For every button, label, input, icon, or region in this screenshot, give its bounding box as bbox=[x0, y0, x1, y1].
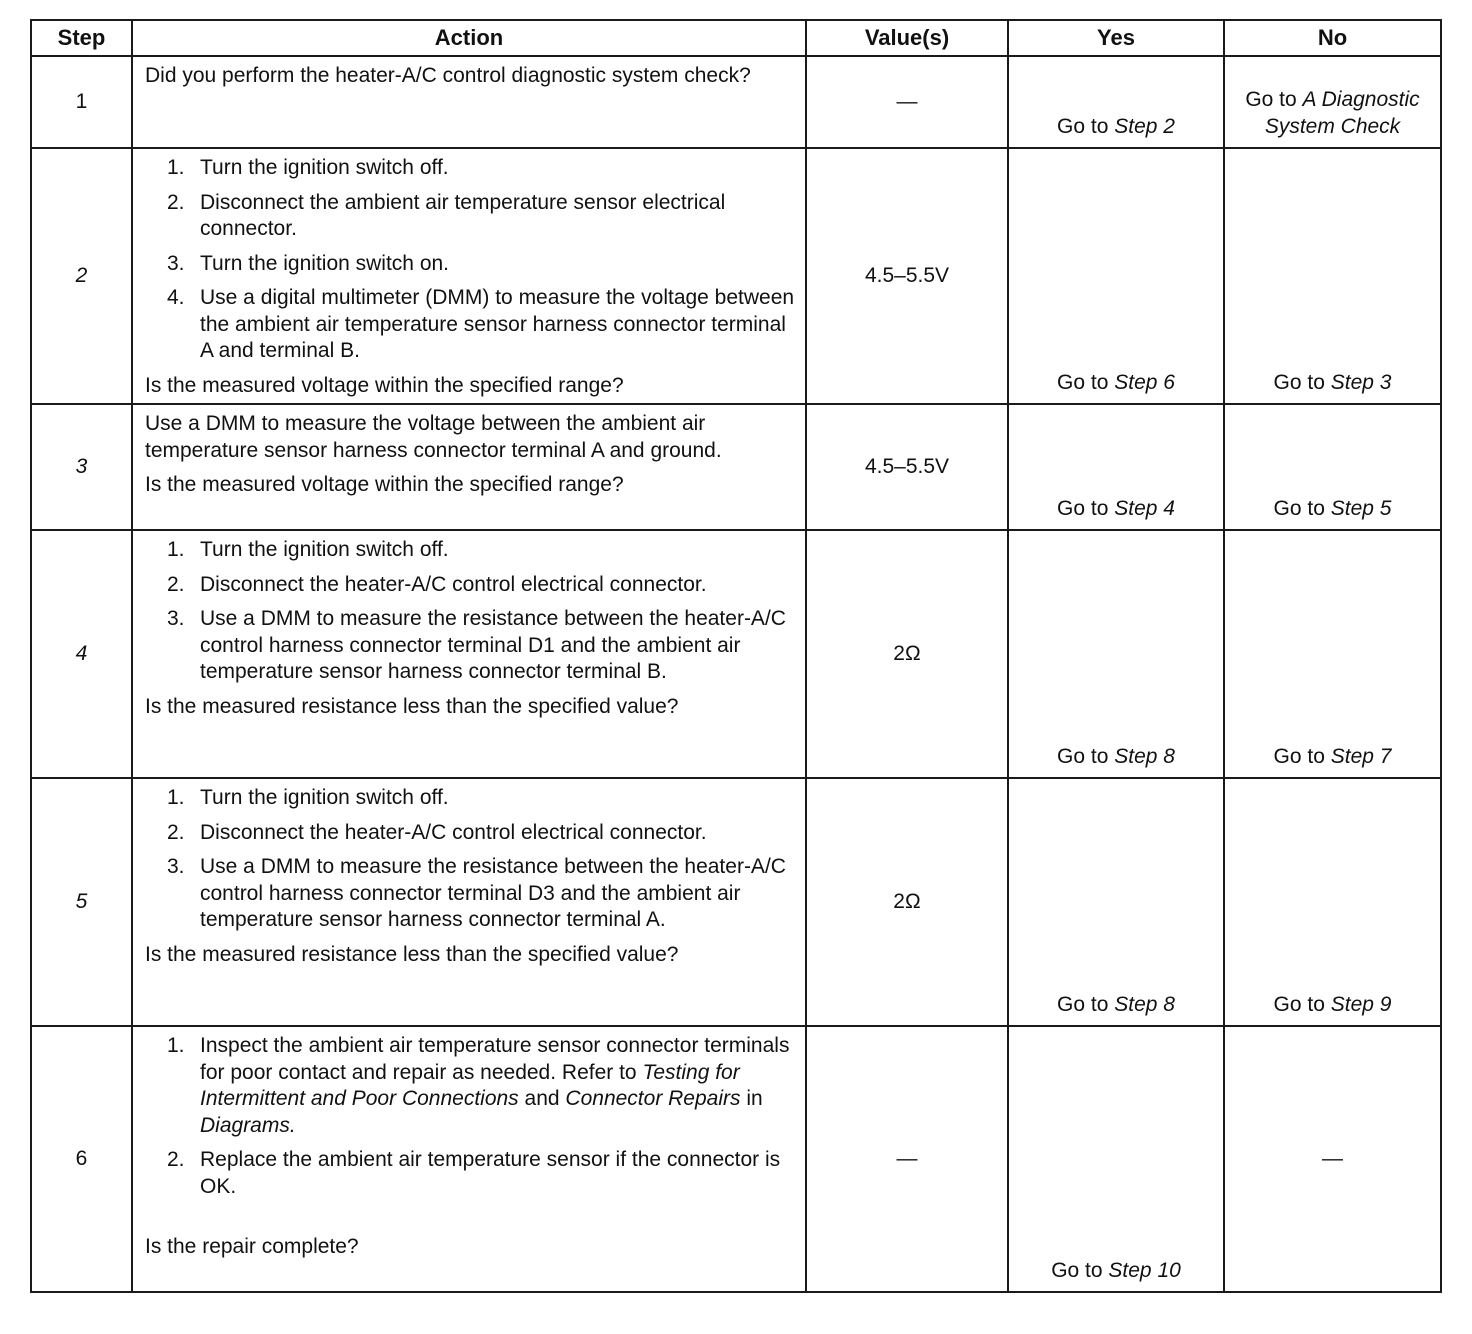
no-prefix: Go to bbox=[1273, 744, 1325, 768]
header-step: Step bbox=[31, 20, 132, 56]
list-item: 2. Disconnect the heater-A/C control electrical connector. bbox=[167, 820, 707, 844]
yes-cell bbox=[1008, 1026, 1224, 1292]
list-item-text: Disconnect the ambient air temperature sensor electrical connector. bbox=[200, 190, 726, 240]
list-item-text: Turn the ignition switch on. bbox=[200, 251, 450, 275]
yes-target: Step 8 bbox=[1114, 992, 1175, 1016]
list-item-text: Disconnect the heater-A/C control electrical connector. bbox=[200, 820, 707, 844]
list-item: 3. Use a DMM to measure the resistance between the heater-A/C control harness connector terminal D3 and the ambient air temperature sensor harness connector terminal A. bbox=[167, 855, 786, 931]
action-question: Is the repair complete? bbox=[145, 1235, 359, 1258]
no-cell bbox=[1224, 530, 1441, 778]
no-target: A Diagnostic System Check bbox=[1264, 88, 1420, 138]
action-question: Is the measured resistance less than the specified value? bbox=[145, 942, 679, 966]
header-row bbox=[31, 20, 1441, 56]
no-target: Step 5 bbox=[1330, 496, 1392, 520]
diagnostic-table bbox=[30, 19, 1442, 1293]
list-item: 4. Use a digital multimeter (DMM) to measure the voltage between the ambient air temperature sensor harness connector terminal A and terminal B. bbox=[167, 286, 795, 362]
reference-link: Diagrams. bbox=[200, 1113, 296, 1137]
value-cell: — bbox=[806, 1026, 1008, 1292]
yes-prefix: Go to bbox=[1057, 114, 1109, 138]
action-steps-list bbox=[145, 1033, 795, 1200]
yes-cell bbox=[1008, 56, 1224, 148]
no-prefix: Go to bbox=[1273, 496, 1325, 520]
no-cell bbox=[1224, 56, 1441, 148]
conjunction-text: and bbox=[524, 1087, 560, 1110]
action-cell bbox=[132, 404, 806, 530]
no-target: Step 7 bbox=[1330, 744, 1392, 768]
table-row bbox=[31, 404, 1441, 530]
no-prefix: Go to bbox=[1273, 992, 1325, 1016]
reference-link: Testing for Intermittent and Poor Connections bbox=[200, 1060, 740, 1110]
instruction-text: Inspect the ambient air temperature sensor connector terminals for poor contact and repair as needed. Refer to bbox=[200, 1034, 790, 1084]
yes-prefix: Go to bbox=[1057, 992, 1109, 1016]
no-target: Step 3 bbox=[1330, 370, 1392, 394]
list-item-text: Replace the ambient air temperature sensor if the connector is OK. bbox=[200, 1148, 781, 1198]
action-text: Use a DMM to measure the voltage between the ambient air temperature sensor harness connector terminal A and ground. bbox=[145, 412, 722, 462]
yes-target: Step 2 bbox=[1114, 114, 1175, 138]
list-item: 3. Turn the ignition switch on. bbox=[167, 251, 450, 275]
action-steps-list bbox=[145, 155, 795, 365]
list-item: 1. Inspect the ambient air temperature sensor connector terminals for poor contact and repair as needed. Refer to Testing for Intermittent and Poor Connections and Connector Repairs in Diagrams. bbox=[167, 1034, 790, 1137]
action-text: Did you perform the heater-A/C control diagnostic system check? bbox=[145, 64, 751, 87]
step-number: 6 bbox=[31, 1026, 132, 1292]
list-item: 1. Turn the ignition switch off. bbox=[167, 538, 449, 561]
yes-prefix: Go to bbox=[1051, 1258, 1103, 1282]
no-target: Step 9 bbox=[1330, 992, 1392, 1016]
list-item: 1. Turn the ignition switch off. bbox=[167, 786, 449, 809]
list-item-text: Use a DMM to measure the resistance between the heater-A/C control harness connector terminal D1 and the ambient air temperature sensor harness connector terminal B. bbox=[200, 607, 786, 683]
action-steps-list bbox=[145, 785, 795, 934]
list-item: 2. Disconnect the heater-A/C control electrical connector. bbox=[167, 572, 707, 596]
action-question: Is the measured resistance less than the specified value? bbox=[145, 694, 679, 718]
yes-target: Step 6 bbox=[1114, 370, 1175, 394]
table-row bbox=[31, 1026, 1441, 1292]
list-item: 2. Disconnect the ambient air temperature sensor electrical connector. bbox=[167, 190, 726, 240]
yes-target: Step 8 bbox=[1114, 744, 1175, 768]
list-item-text: Use a digital multimeter (DMM) to measure the voltage between the ambient air temperature sensor harness connector terminal A and terminal B. bbox=[200, 286, 795, 362]
value-cell: 2Ω bbox=[806, 778, 1008, 1026]
step-number: 5 bbox=[31, 778, 132, 1026]
table-row bbox=[31, 56, 1441, 148]
list-item: 2. Replace the ambient air temperature sensor if the connector is OK. bbox=[167, 1148, 781, 1198]
reference-link: Connector Repairs bbox=[565, 1087, 741, 1110]
list-item-text: Turn the ignition switch off. bbox=[200, 786, 449, 809]
list-item: 3. Use a DMM to measure the resistance between the heater-A/C control harness connector terminal D1 and the ambient air temperature sensor harness connector terminal B. bbox=[167, 607, 786, 683]
action-cell bbox=[132, 530, 806, 778]
header-action: Action bbox=[132, 20, 806, 56]
step-number: 2 bbox=[31, 148, 132, 404]
yes-cell bbox=[1008, 148, 1224, 404]
yes-target: Step 10 bbox=[1108, 1258, 1181, 1282]
list-item: 1. Turn the ignition switch off. bbox=[167, 156, 449, 179]
table-row bbox=[31, 148, 1441, 404]
header-yes: Yes bbox=[1008, 20, 1224, 56]
value-cell: — bbox=[806, 56, 1008, 148]
action-question: Is the measured voltage within the specified range? bbox=[145, 373, 624, 397]
list-item-text: Disconnect the heater-A/C control electrical connector. bbox=[200, 572, 707, 596]
list-item-text: Turn the ignition switch off. bbox=[200, 538, 449, 561]
step-number: 4 bbox=[31, 530, 132, 778]
action-question: Is the measured voltage within the specified range? bbox=[145, 473, 624, 496]
table-row bbox=[31, 778, 1441, 1026]
header-no: No bbox=[1224, 20, 1441, 56]
list-item-text bbox=[200, 1034, 789, 1137]
conjunction-text: in bbox=[746, 1087, 763, 1110]
yes-cell bbox=[1008, 530, 1224, 778]
action-cell bbox=[132, 148, 806, 404]
step-number: 3 bbox=[31, 404, 132, 530]
list-item-text: Use a DMM to measure the resistance between the heater-A/C control harness connector terminal D3 and the ambient air temperature sensor harness connector terminal A. bbox=[200, 855, 786, 931]
no-prefix: Go to bbox=[1245, 88, 1297, 111]
value-cell: 2Ω bbox=[806, 530, 1008, 778]
no-cell: — bbox=[1224, 1026, 1441, 1292]
yes-cell bbox=[1008, 404, 1224, 530]
no-prefix: Go to bbox=[1273, 370, 1325, 394]
yes-prefix: Go to bbox=[1057, 496, 1109, 520]
list-item-text: Turn the ignition switch off. bbox=[200, 156, 449, 179]
action-steps-list bbox=[145, 537, 795, 686]
action-cell bbox=[132, 778, 806, 1026]
no-cell bbox=[1224, 404, 1441, 530]
action-cell bbox=[132, 56, 806, 148]
yes-prefix: Go to bbox=[1057, 744, 1109, 768]
step-number: 1 bbox=[31, 56, 132, 148]
table-row bbox=[31, 530, 1441, 778]
header-values: Value(s) bbox=[806, 20, 1008, 56]
value-cell: 4.5–5.5V bbox=[806, 148, 1008, 404]
yes-target: Step 4 bbox=[1114, 496, 1175, 520]
no-cell bbox=[1224, 778, 1441, 1026]
value-cell: 4.5–5.5V bbox=[806, 404, 1008, 530]
yes-prefix: Go to bbox=[1057, 370, 1109, 394]
action-cell bbox=[132, 1026, 806, 1292]
no-cell bbox=[1224, 148, 1441, 404]
yes-cell bbox=[1008, 778, 1224, 1026]
